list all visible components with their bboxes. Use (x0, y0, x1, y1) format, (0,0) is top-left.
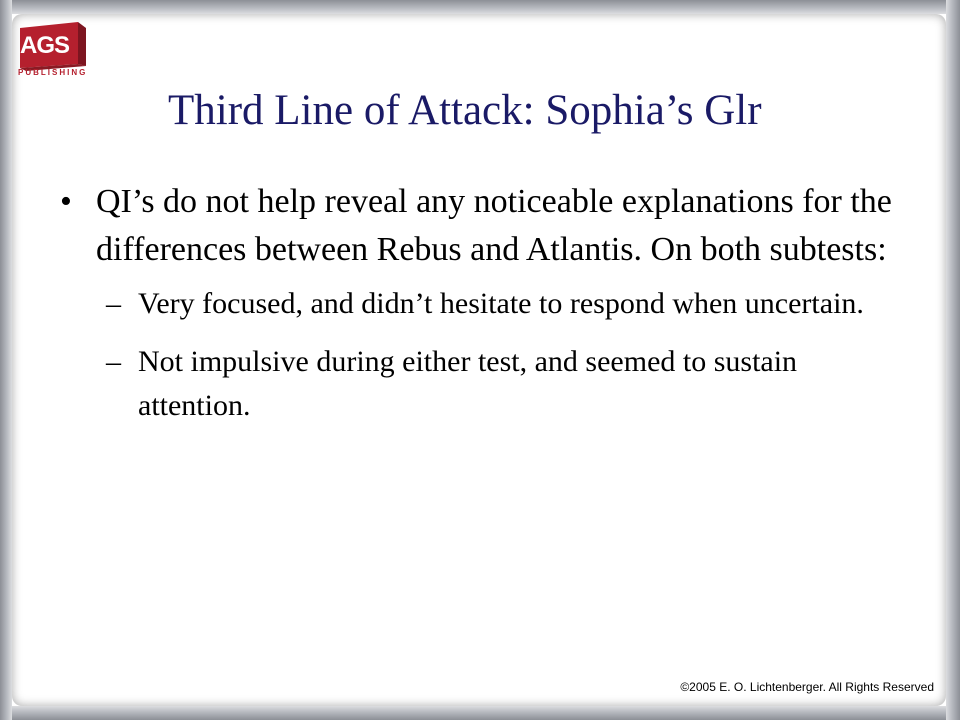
sub-bullet-text: Not impulsive during either test, and seemed to sustain attention. (138, 345, 798, 422)
slide-title: Third Line of Attack: Sophia’s Glr (168, 87, 762, 134)
bullet-marker: • (60, 183, 72, 220)
frame-bottom (0, 706, 960, 720)
frame-right (946, 0, 960, 720)
bullet-text: QI’s do not help reveal any noticeable explanations for the differences between Rebus and Atlantis. On both subtests: (96, 183, 892, 268)
sub-bullet-marker: – (106, 345, 121, 378)
frame-top (0, 0, 960, 14)
sub-bullet-list (56, 282, 896, 428)
logo-subtitle: PUBLISHING (18, 68, 88, 77)
sub-bullet-text: Very focused, and didn’t hesitate to respond when uncertain. (138, 287, 864, 320)
ags-publishing-logo (16, 18, 90, 88)
logo-brand-text: AGS (20, 32, 70, 59)
sub-bullet-item (56, 340, 896, 428)
sub-bullet-marker: – (106, 287, 121, 320)
slide-body (56, 178, 896, 442)
sub-bullet-item (56, 282, 896, 326)
frame-left (0, 0, 12, 720)
bullet-item (56, 178, 896, 274)
copyright-notice: ©2005 E. O. Lichtenberger. All Rights Reserved (680, 680, 934, 694)
